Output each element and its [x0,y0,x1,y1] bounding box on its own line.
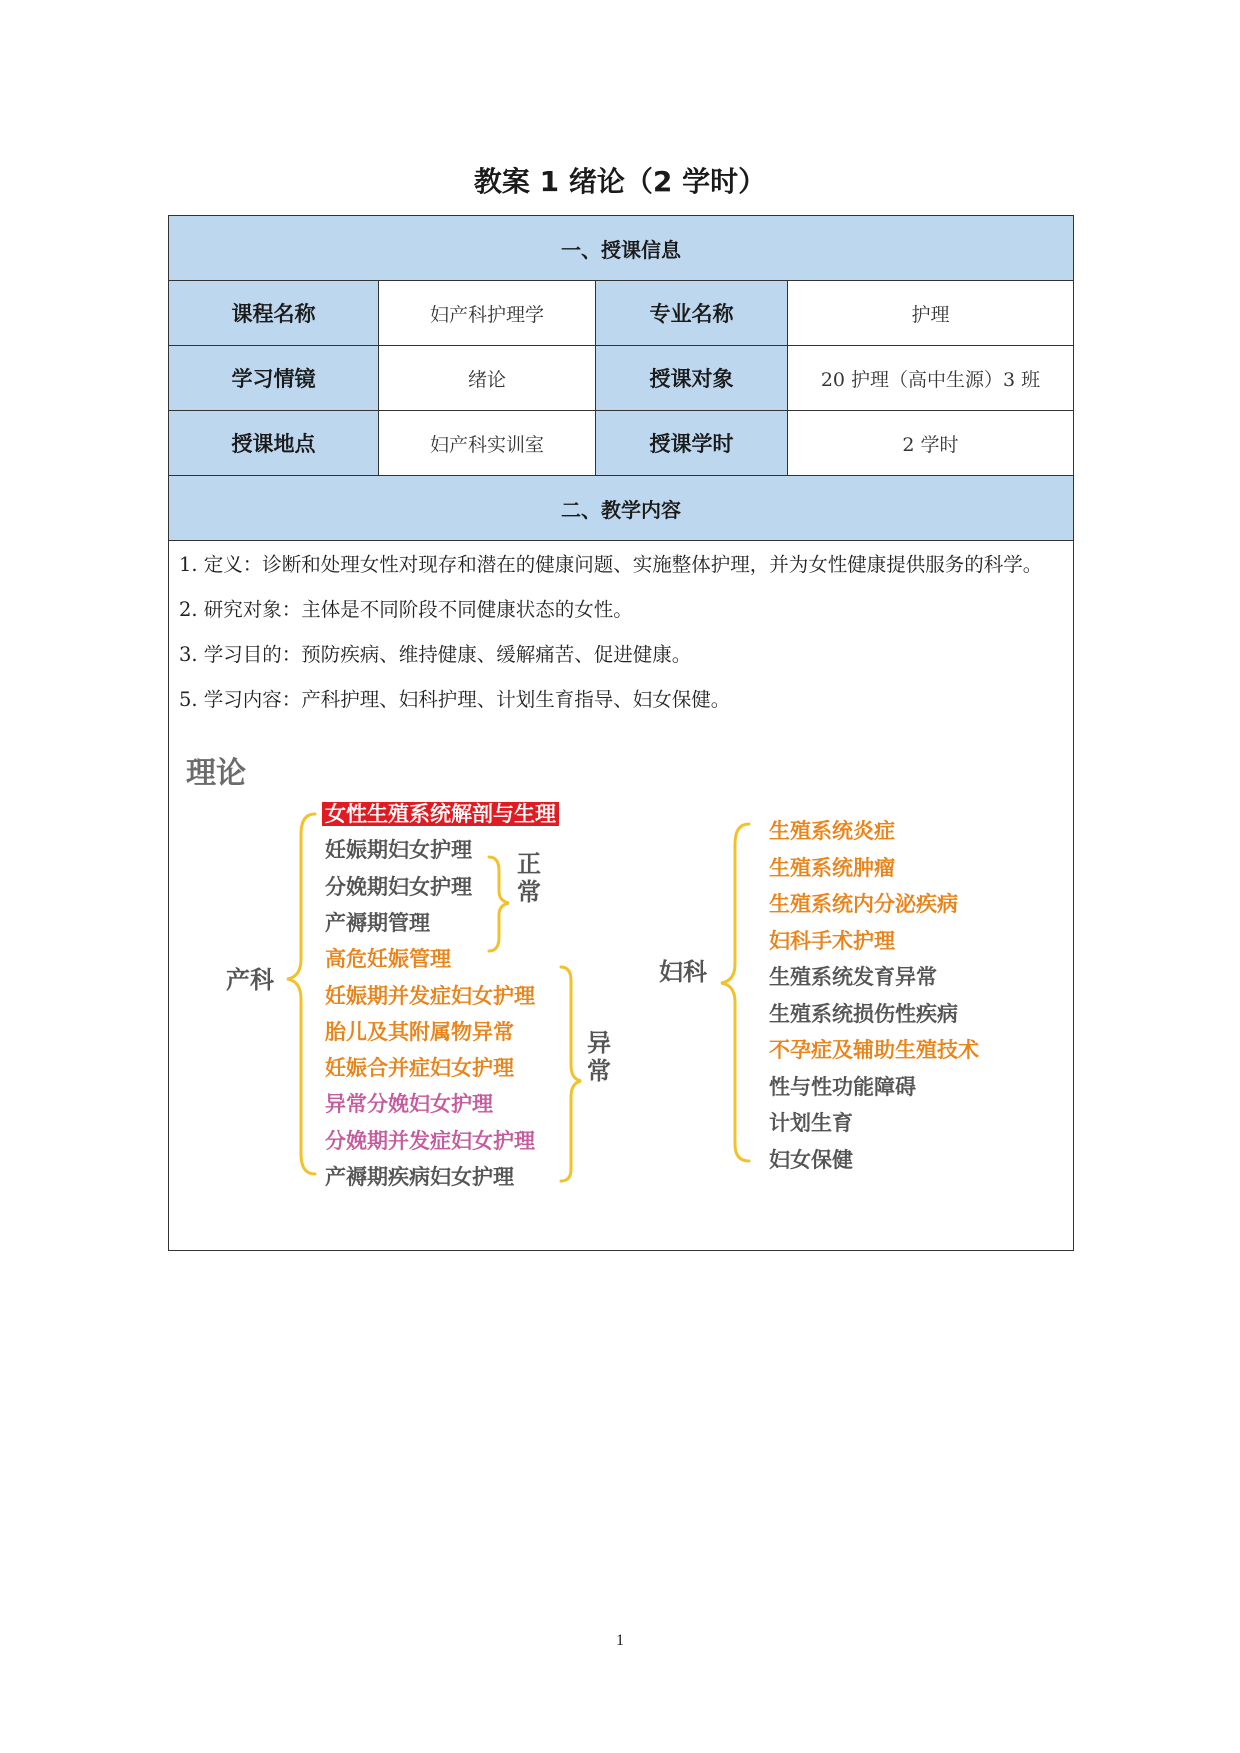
abnormal-label: 异常 [587,1029,611,1085]
abnormal-brace [561,967,581,1181]
value-audience: 20 护理（高中生源）3 班 [788,346,1074,411]
paragraph-learning-content: 5. 学习内容：产科护理、妇科护理、计划生育指导、妇女保健。 [179,688,731,711]
paragraph-definition: 1. 定义：诊断和处理女性对现存和潜在的健康问题、实施整体护理，并为女性健康提供服务的科学。 [179,553,1043,576]
gynecology-item: 生殖系统肿瘤 [769,856,895,880]
document-title: 教案 1 绪论（2 学时） [473,165,767,198]
abnormal-item: 分娩期并发症妇女护理 [325,1129,535,1153]
gynecology-item: 不孕症及辅助生殖技术 [769,1038,979,1062]
paragraph-learning-purpose: 3. 学习目的：预防疾病、维持健康、缓解痛苦、促进健康。 [179,643,692,666]
gynecology-item: 生殖系统发育异常 [769,965,937,989]
gynecology-brace [721,824,749,1161]
table-row [169,281,1074,346]
gynecology-item: 妇女保健 [769,1148,853,1172]
abnormal-item: 胎儿及其附属物异常 [325,1020,514,1044]
gynecology-item: 生殖系统损伤性疾病 [769,1002,958,1026]
obstetrics-brace [287,814,315,1174]
obstetrics-top-item: 女性生殖系统解剖与生理 [322,801,559,827]
normal-item: 分娩期妇女护理 [325,875,472,899]
abnormal-item: 异常分娩妇女护理 [325,1092,493,1116]
obstetrics-label: 产科 [226,966,274,994]
teaching-content-cell [169,541,1074,1251]
label-major-name: 专业名称 [596,281,788,346]
paragraph-research-object: 2. 研究对象：主体是不同阶段不同健康状态的女性。 [179,598,633,621]
label-learning-context: 学习情镜 [169,346,379,411]
abnormal-item: 产褥期疾病妇女护理 [325,1165,514,1189]
page-number: 1 [616,1632,624,1649]
normal-brace [489,857,509,951]
label-course-name: 课程名称 [169,281,379,346]
abnormal-item: 妊娠期并发症妇女护理 [325,984,535,1008]
value-hours: 2 学时 [788,411,1074,476]
gynecology-item: 计划生育 [769,1111,853,1135]
normal-label: 正常 [517,850,541,906]
theory-mindmap [169,749,1072,1239]
abnormal-item: 妊娠合并症妇女护理 [325,1056,514,1080]
gynecology-item: 生殖系统内分泌疾病 [769,892,958,916]
label-location: 授课地点 [169,411,379,476]
table-row [169,411,1074,476]
value-major-name: 护理 [788,281,1074,346]
normal-item: 妊娠期妇女护理 [325,838,472,862]
label-audience: 授课对象 [596,346,788,411]
normal-item: 产褥期管理 [325,911,430,935]
label-hours: 授课学时 [596,411,788,476]
table-row [169,346,1074,411]
value-course-name: 妇产科护理学 [379,281,596,346]
mindmap-title: 理论 [186,756,246,791]
mindmap-braces [169,749,1072,1239]
gynecology-item: 妇科手术护理 [769,929,895,953]
section-heading-course-info: 一、授课信息 [169,216,1074,281]
section-heading-teaching-content: 二、教学内容 [169,476,1074,541]
lesson-plan-table [168,215,1074,1251]
gynecology-label: 妇科 [659,958,707,986]
abnormal-item: 高危妊娠管理 [325,947,451,971]
gynecology-item: 生殖系统炎症 [769,819,895,843]
value-location: 妇产科实训室 [379,411,596,476]
content-paragraphs [169,541,1073,716]
value-learning-context: 绪论 [379,346,596,411]
gynecology-item: 性与性功能障碍 [769,1075,916,1099]
